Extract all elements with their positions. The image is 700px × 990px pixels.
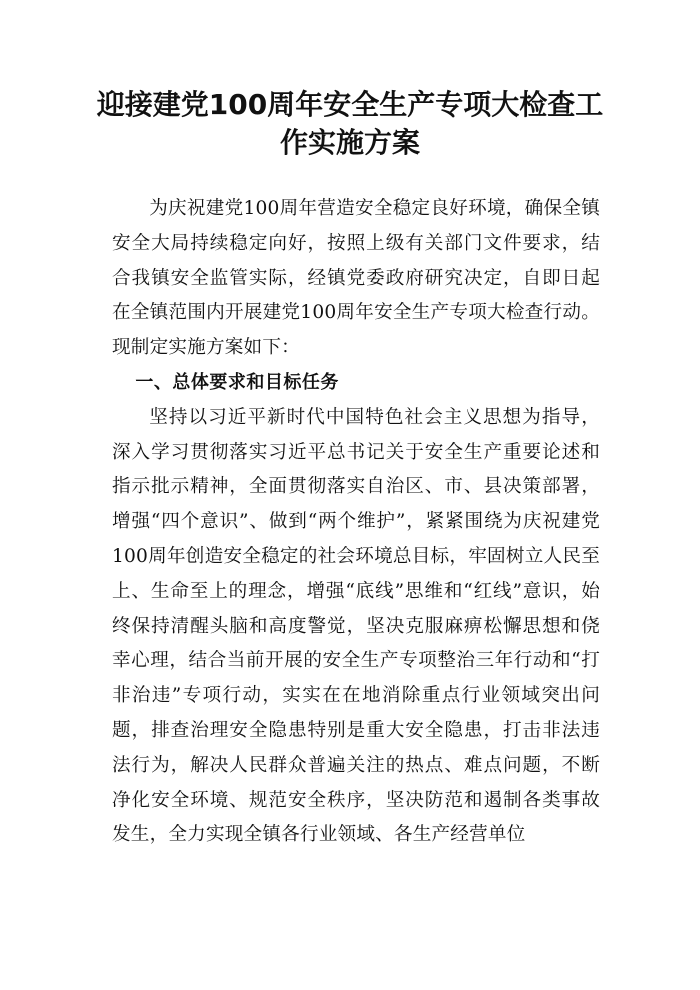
document-body xyxy=(112,192,600,853)
document-title-line-1: 迎接建党100周年安全生产专项大检查工 xyxy=(96,88,604,121)
intro-paragraph: 为庆祝建党100周年营造安全稳定良好环境，确保全镇安全大局持续稳定向好，按照上级有关部门文件要求，结合我镇安全监管实际，经镇党委政府研究决定，自即日起在全镇范围内开展建党100周年安全生产专项大检查行动。现制定实施方案如下： xyxy=(112,198,600,359)
section-1-heading: 一、总体要求和目标任务 xyxy=(135,371,339,393)
document-title xyxy=(90,86,610,162)
document-title-line-2: 作实施方案 xyxy=(279,126,420,159)
section-1-paragraph: 坚持以习近平新时代中国特色社会主义思想为指导，深入学习贯彻落实习近平总书记关于安全生产重要论述和指示批示精神，全面贯彻落实自治区、市、县决策部署，增强“四个意识”、做到“两个维护”，紧紧围绕为庆祝建党100周年创造安全稳定的社会环境总目标，牢固树立人民至上、生命至上的理念，增强“底线”思维和“红线”意识，始终保持清醒头脑和高度警觉，坚决克服麻痹松懈思想和侥幸心理，结合当前开展的安全生产专项整治三年行动和“打非治违”专项行动，实实在在地消除重点行业领域突出问题，排查治理安全隐患特别是重大安全隐患，打击非法违法行为，解决人民群众普遍关注的热点、难点问题，不断净化安全环境、规范安全秩序，坚决防范和遏制各类事故发生，全力实现全镇各行业领域、各生产经营单位 xyxy=(112,406,600,846)
